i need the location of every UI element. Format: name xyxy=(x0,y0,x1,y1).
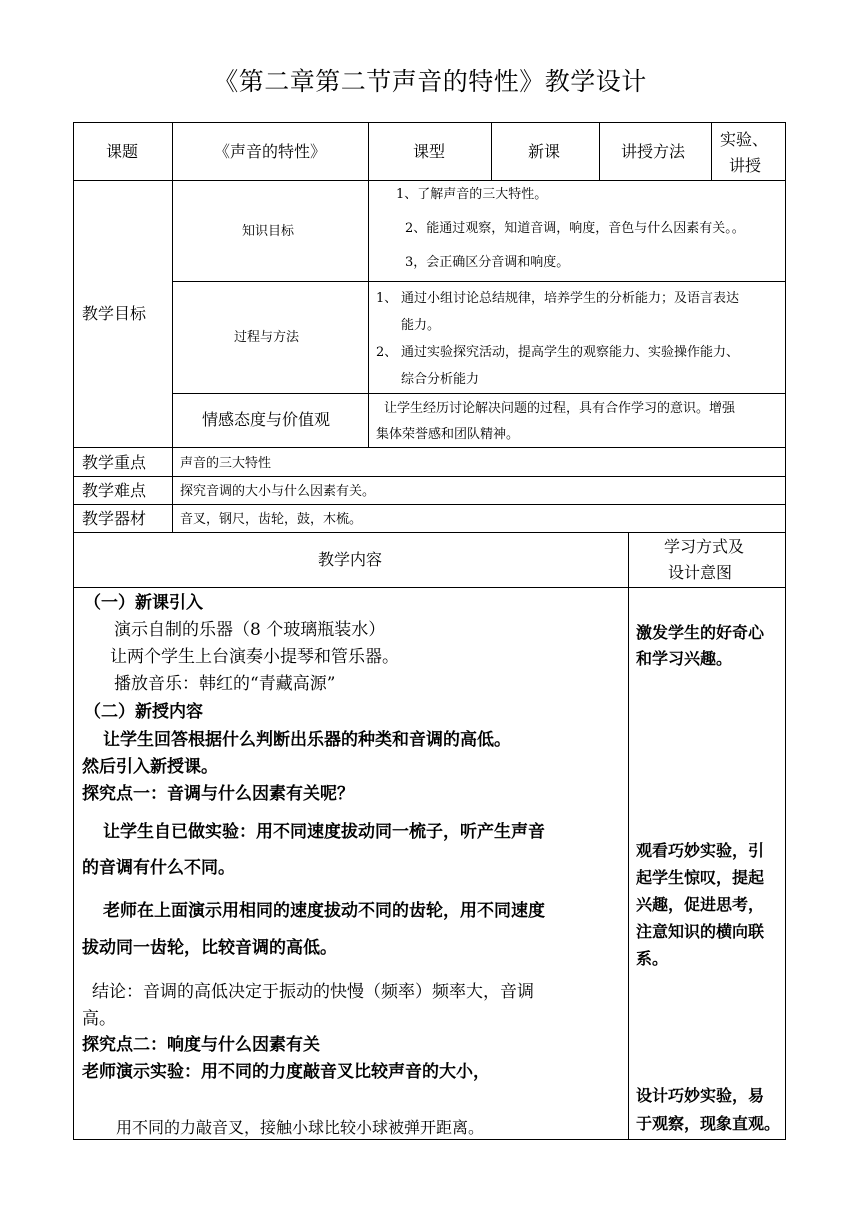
attitude-line2: 集体荣誉感和团队精神。 xyxy=(376,427,520,442)
section2-line1: 让学生回答根据什么判断出乐器的种类和音调的高低。 xyxy=(103,730,511,750)
attitude-label: 情感态度与价值观 xyxy=(202,410,331,429)
difficulty-label: 教学难点 xyxy=(82,481,147,500)
intent-note2-line4: 注意知识的横向联 xyxy=(636,922,765,941)
section1-line2: 让两个学生上台演奏小提琴和管乐器。 xyxy=(110,647,399,667)
topic-label: 课题 xyxy=(106,142,139,161)
explore1-heading: 探究点一：音调与什么因素有关呢？ xyxy=(82,784,354,804)
topic-value: 《声音的特性》 xyxy=(214,142,327,161)
section2-line2: 然后引入新授课。 xyxy=(82,757,218,777)
intent-note3-line2: 于观察，现象直观。 xyxy=(636,1114,781,1133)
intent-note2-line5: 系。 xyxy=(636,949,669,968)
intent-header-line2: 设计意图 xyxy=(668,563,733,582)
knowledge-item-1: 1、了解声音的三大特性。 xyxy=(396,187,548,202)
explore2-line1: 老师演示实验：用不同的力度敲音叉比较声音的大小， xyxy=(82,1062,490,1082)
intent-note3-line1: 设计巧妙实验，易 xyxy=(636,1086,765,1105)
explore1-p1-line1: 让学生自已做实验：用不同速度拔动同一梳子，听产生声音 xyxy=(103,822,545,842)
explore2-heading: 探究点二：响度与什么因素有关 xyxy=(82,1035,320,1055)
key-point-value: 声音的三大特性 xyxy=(180,456,272,471)
intent-note2-line3: 兴趣，促进思考， xyxy=(636,895,765,914)
difficulty-value: 探究音调的大小与什么因素有关。 xyxy=(180,484,376,499)
section1-line3: 播放音乐：韩红的“青藏高源” xyxy=(114,674,336,694)
knowledge-item-2: 2、能通过观察，知道音调，响度，音色与什么因素有关。。 xyxy=(405,221,745,236)
process-item2-line2: 综合分析能力 xyxy=(401,372,480,387)
method-value-line2: 讲授 xyxy=(729,156,762,175)
process-label: 过程与方法 xyxy=(234,330,300,345)
knowledge-item-3: 3，会正确区分音调和响度。 xyxy=(405,255,570,270)
explore1-p1-line2: 的音调有什么不同。 xyxy=(82,858,235,878)
content-header-label: 教学内容 xyxy=(318,550,383,569)
method-label: 讲授方法 xyxy=(621,142,686,161)
section2-heading: （二）新授内容 xyxy=(84,702,203,722)
conclusion-line1: 结论：音调的高低决定于振动的快慢（频率）频率大，音调 xyxy=(92,982,534,1002)
intent-note2-line1: 观看巧妙实验，引 xyxy=(636,841,765,860)
explore1-p2-line2: 拔动同一齿轮，比较音调的高低。 xyxy=(82,938,337,958)
intent-header-line1: 学习方式及 xyxy=(664,537,745,556)
type-label: 课型 xyxy=(413,142,446,161)
page-title: 《第二章第二节声音的特性》教学设计 xyxy=(213,67,647,96)
explore2-line2: 用不同的力敲音叉，接触小球比较小球被弹开距离。 xyxy=(116,1118,485,1137)
process-item1-num: 1、 xyxy=(376,291,398,306)
conclusion-line2: 高。 xyxy=(82,1009,116,1029)
method-value-line1: 实验、 xyxy=(720,130,769,149)
process-item1-line2: 能力。 xyxy=(401,318,441,333)
equipment-label: 教学器材 xyxy=(82,509,147,528)
intent-note1-line2: 和学习兴趣。 xyxy=(636,649,733,668)
objectives-label: 教学目标 xyxy=(82,304,147,323)
intent-note2-line2: 起学生惊叹，提起 xyxy=(636,868,765,887)
type-value: 新课 xyxy=(528,142,561,161)
knowledge-label: 知识目标 xyxy=(242,224,295,239)
attitude-line1: 让学生经历讨论解决问题的过程，具有合作学习的意识。增强 xyxy=(384,401,736,416)
section1-heading: （一）新课引入 xyxy=(84,593,203,613)
intent-note1-line1: 激发学生的好奇心 xyxy=(636,623,765,642)
equipment-value: 音叉，钢尺，齿轮，鼓，木梳。 xyxy=(180,512,363,527)
key-point-label: 教学重点 xyxy=(82,453,147,472)
process-item2-num: 2、 xyxy=(376,345,398,360)
section1-line1: 演示自制的乐器（8 个玻璃瓶装水） xyxy=(114,620,386,640)
explore1-p2-line1: 老师在上面演示用相同的速度拔动不同的齿轮，用不同速度 xyxy=(103,901,545,921)
process-item1-line1: 通过小组讨论总结规律，培养学生的分析能力；及语言表达 xyxy=(401,291,740,306)
process-item2-line1: 通过实验探究活动，提高学生的观察能力、实验操作能力、 xyxy=(401,345,740,360)
